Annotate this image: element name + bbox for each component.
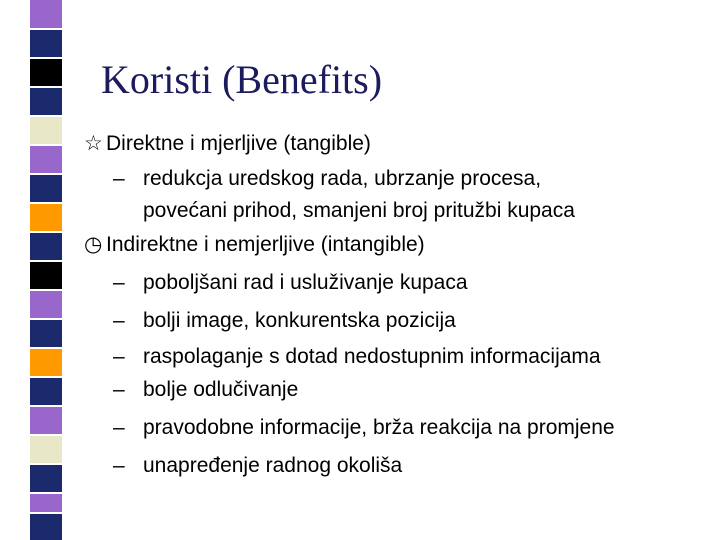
star-icon: ☆ bbox=[84, 132, 103, 155]
stripe-block bbox=[30, 514, 62, 540]
stripe-block bbox=[30, 30, 62, 57]
list-item bbox=[84, 230, 425, 260]
list-item-label: Indirektne i nemjerljive (intangible) bbox=[106, 233, 425, 256]
sub-list-item-label: redukcja uredskog rada, ubrzanje procesa, bbox=[143, 167, 542, 190]
decorative-stripe bbox=[0, 0, 64, 540]
sub-list-item-label: bolji image, konkurentska pozicija bbox=[143, 309, 456, 332]
stripe-block bbox=[30, 407, 62, 434]
sub-list-item bbox=[113, 451, 402, 481]
sub-list-item bbox=[113, 375, 298, 405]
sub-list-item bbox=[113, 413, 615, 443]
stripe-block bbox=[30, 117, 62, 144]
stripe-block bbox=[30, 233, 62, 260]
sub-list-item bbox=[113, 268, 468, 298]
stripe-block bbox=[30, 88, 62, 115]
list-item-label: Direktne i mjerljive (tangible) bbox=[106, 132, 371, 155]
sub-list-item bbox=[113, 306, 456, 336]
sub-list-item-label: poboljšani rad i usluživanje kupaca bbox=[143, 271, 468, 294]
stripe-block bbox=[30, 291, 62, 318]
stripe-block bbox=[30, 320, 62, 347]
sub-list-item-continuation bbox=[143, 196, 575, 226]
stripe-block bbox=[30, 262, 62, 289]
sub-list-item-label: unapređenje radnog okoliša bbox=[143, 454, 403, 477]
sub-list-item bbox=[113, 164, 541, 194]
stripe-block bbox=[30, 0, 62, 28]
list-item bbox=[84, 129, 371, 159]
dash-bullet: – bbox=[113, 454, 125, 477]
dash-bullet: – bbox=[113, 271, 125, 294]
dash-bullet: – bbox=[113, 345, 125, 368]
sub-list-item-label: bolje odlučivanje bbox=[143, 378, 299, 401]
stripe-block bbox=[30, 465, 62, 492]
clock-icon: ◷ bbox=[84, 233, 103, 256]
stripe-block bbox=[30, 349, 62, 376]
stripe-block bbox=[30, 494, 62, 512]
stripe-block bbox=[30, 378, 62, 405]
sub-list-item-label: pravodobne informacije, brža reakcija na promjene bbox=[143, 416, 615, 439]
dash-bullet: – bbox=[113, 309, 125, 332]
stripe-block bbox=[30, 175, 62, 202]
dash-bullet: – bbox=[113, 378, 125, 401]
stripe-block bbox=[30, 59, 62, 86]
sub-list-item-label: raspolaganje s dotad nedostupnim informacijama bbox=[143, 345, 601, 368]
dash-bullet: – bbox=[113, 416, 125, 439]
sub-list-item-label: povećani prihod, smanjeni broj pritužbi kupaca bbox=[143, 199, 575, 222]
slide-title: Koristi (Benefits) bbox=[101, 57, 383, 102]
stripe-block bbox=[30, 204, 62, 231]
dash-bullet: – bbox=[113, 167, 125, 190]
stripe-block bbox=[30, 146, 62, 173]
sub-list-item bbox=[113, 342, 601, 372]
stripe-block bbox=[30, 436, 62, 463]
